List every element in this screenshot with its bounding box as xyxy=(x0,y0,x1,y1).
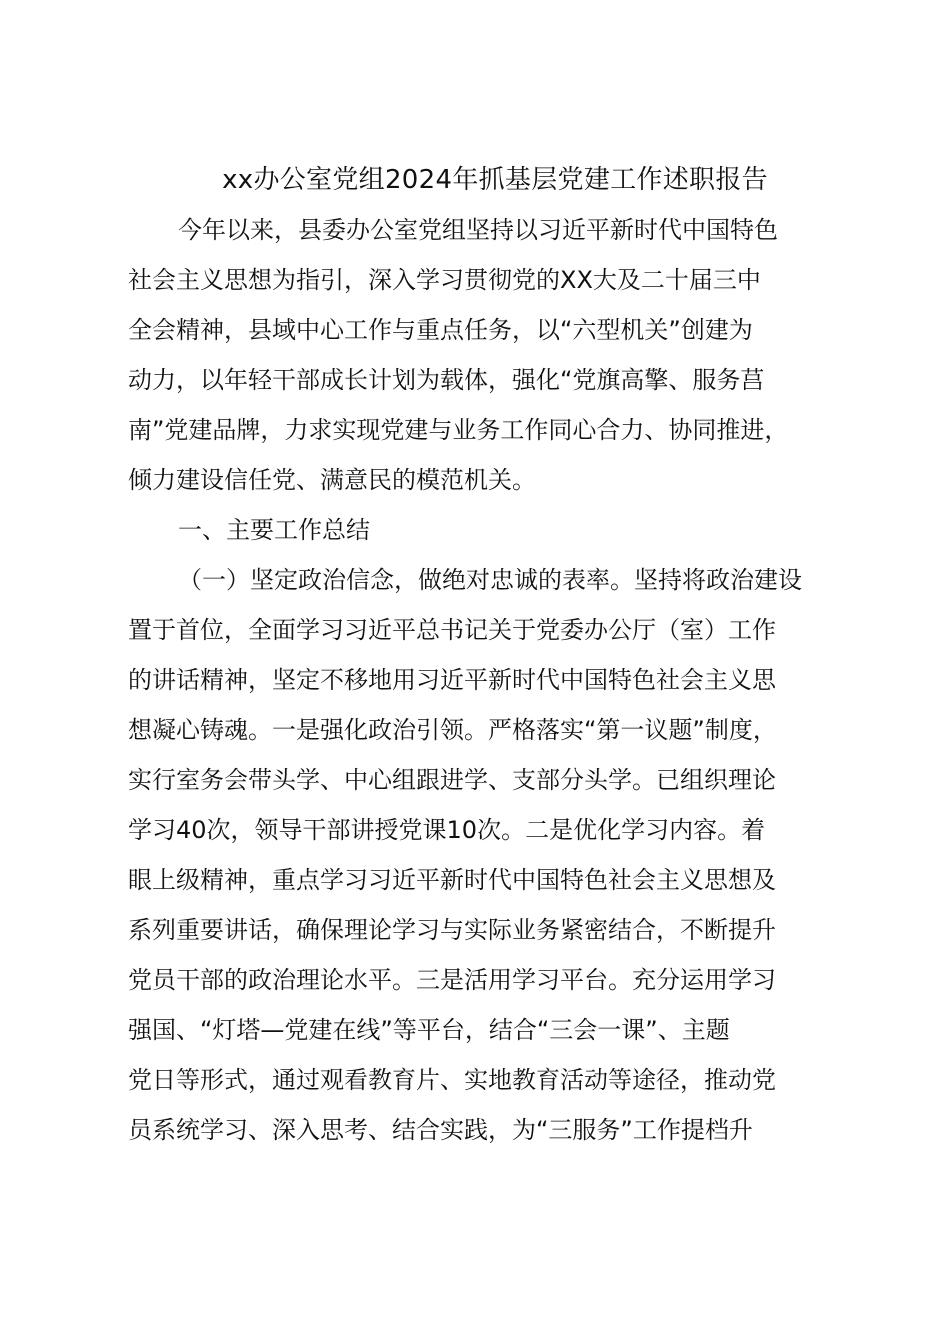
paragraph-line: 党员干部的政治理论水平。三是活用学习平台。充分运用学习 xyxy=(128,966,776,994)
paragraph-line: 南”党建品牌，力求实现党建与业务工作同心合力、协同推进， xyxy=(128,416,789,444)
paragraph-line: 置于首位，全面学习习近平总书记关于党委办公厅（室）工作 xyxy=(128,616,776,644)
paragraph-line: 实行室务会带头学、中心组跟进学、支部分头学。已组织理论 xyxy=(128,766,776,794)
paragraph-line: 想凝心铸魂。一是强化政治引领。严格落实“第一议题”制度， xyxy=(128,716,777,744)
document-body xyxy=(128,155,856,1155)
document-title: xx办公室党组2024年抓基层党建工作述职报告 xyxy=(222,165,768,195)
intro-paragraph xyxy=(128,205,856,505)
paragraph-line: 今年以来，县委办公室党组坚持以习近平新时代中国特色 xyxy=(178,216,778,244)
paragraph-line: 动力，以年轻干部成长计划为载体，强化“党旗高擎、服务莒 xyxy=(128,366,765,394)
paragraph-line: 学习40次，领导干部讲授党课10次。二是优化学习内容。着 xyxy=(128,816,766,844)
paragraph-line: （一）坚定政治信念，做绝对忠诚的表率。坚持将政治建设 xyxy=(178,566,802,594)
paragraph-line: 社会主义思想为指引，深入学习贯彻党的XX大及二十届三中 xyxy=(128,266,761,294)
section1-paragraph xyxy=(128,555,856,1155)
section-heading: 一、主要工作总结 xyxy=(178,516,370,544)
paragraph-line: 党日等形式，通过观看教育片、实地教育活动等途径，推动党 xyxy=(128,1066,776,1094)
paragraph-line: 员系统学习、深入思考、结合实践，为“三服务”工作提档升 xyxy=(128,1116,753,1144)
paragraph-line: 系列重要讲话，确保理论学习与实际业务紧密结合，不断提升 xyxy=(128,916,776,944)
paragraph-line: 强国、“灯塔—党建在线”等平台，结合“三会一课”、主题 xyxy=(128,1016,730,1044)
paragraph-line: 眼上级精神，重点学习习近平新时代中国特色社会主义思想及 xyxy=(128,866,776,894)
paragraph-line: 倾力建设信任党、满意民的模范机关。 xyxy=(128,466,536,494)
paragraph-line: 的讲话精神，坚定不移地用习近平新时代中国特色社会主义思 xyxy=(128,666,776,694)
paragraph-line: 全会精神，县域中心工作与重点任务，以“六型机关”创建为 xyxy=(128,316,753,344)
